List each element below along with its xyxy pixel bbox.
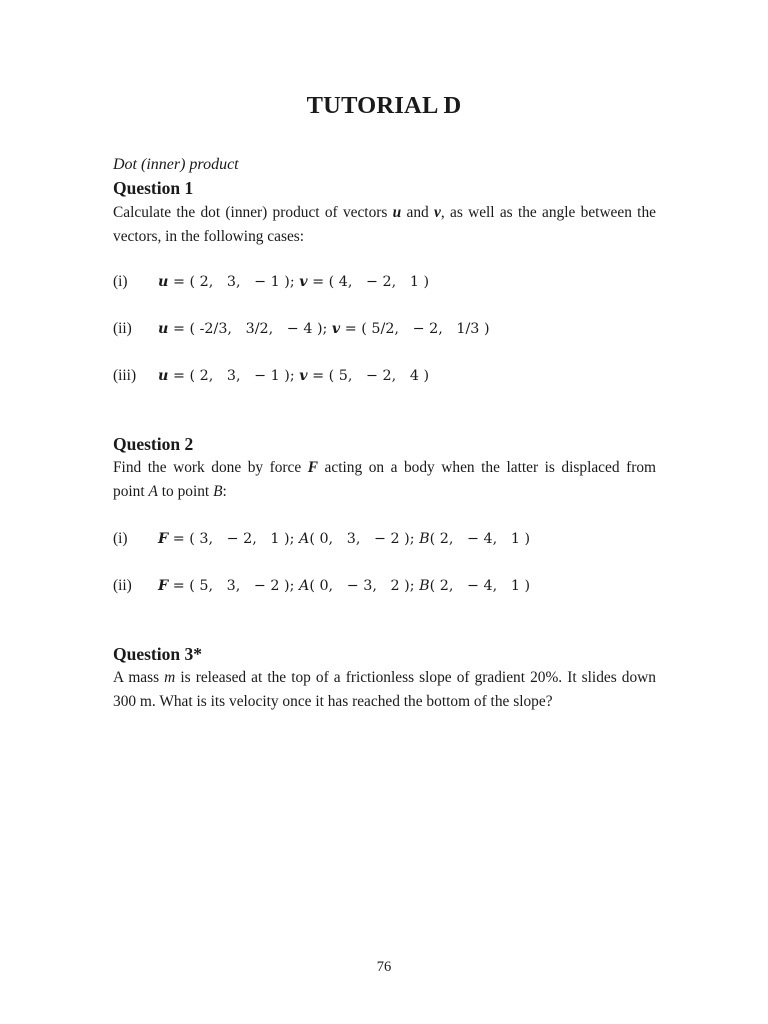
question-1-intro	[113, 201, 656, 249]
question-3-text-line-1: A mass m is released at the top of a frictionless slope of gradient 20%. It slides down	[113, 669, 656, 686]
question-3-text	[113, 666, 656, 714]
section-label: Dot (inner) product	[113, 156, 239, 173]
question-2-heading: Question 2	[113, 434, 194, 454]
question-2-intro-line-2: point A to point B:	[113, 483, 227, 500]
question-2-intro-line-1: Find the work done by force F acting on a body when the latter is displaced from	[113, 459, 656, 476]
question-1-intro-line-1: Calculate the dot (inner) product of vectors u and v, as well as the angle between the	[113, 204, 656, 221]
question-2-intro	[113, 456, 656, 504]
question-3-text-line-2: 300 m. What is its velocity once it has reached the bottom of the slope?	[113, 693, 553, 710]
question-1-intro-line-2: vectors, in the following cases:	[113, 228, 305, 245]
page-title: TUTORIAL D	[306, 92, 462, 119]
document-page: TUTORIAL D Dot (inner) product Question 1 Calculate the dot (inner) product of vectors u and v, as well as the angle between the vectors, in the following cases: (i) u = ( 2, 3, − 1 ); v = ( 4, − 2, 1 ) (ii) u = ( -2/3, 3/2, − 4 ); v = ( 5/2, − 2, 1/3 ) (iii) u = ( 2, 3, − 1 ); v = ( 5, − 2, 4 ) Question 2 Find the work done by force F acting on a body when the latter is displaced from point A to point B: (i) F = ( 3, − 2, 1 ); A( 0, 3, − 2 ); B( 2, − 4, 1 ) (ii) F = ( 5, 3, − 2 ); A( 0, − 3, 2 ); B( 2, − 4, 1 ) Question 3* A mass m is released at the top of a frictionless slope of gradient 20%. It slides down 300 m. What is its velocity once it has reached the bottom of the slope? 76	[0, 0, 768, 1024]
question-1-heading: Question 1	[113, 178, 194, 198]
question-3-heading: Question 3*	[113, 644, 202, 664]
page-number: 76	[376, 959, 392, 975]
